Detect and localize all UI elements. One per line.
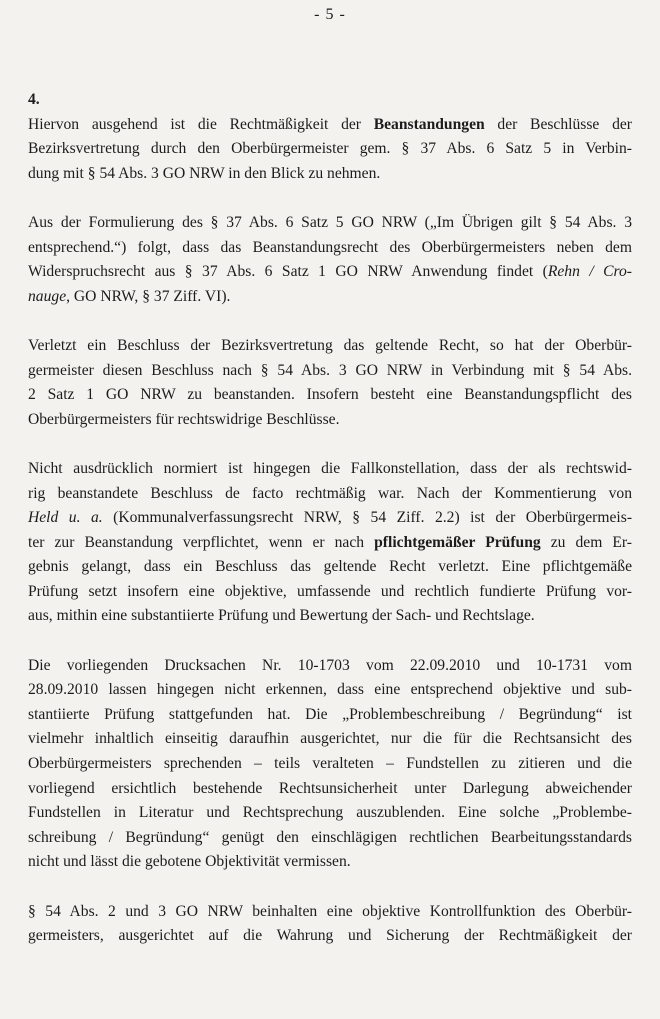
text-line [28,678,632,703]
text-segment: Die vorliegenden Drucksachen Nr. 10-1703 vom 22.09.2010 und 10-1731 vom [28,656,632,674]
text-line [28,826,632,851]
text-segment: schreibung / Begründung“ genügt den einschlägigen rechtlichen Bearbeitungsstandards [28,828,632,846]
text-line [28,137,632,162]
text-segment: Prüfung setzt insofern eine objektive, umfassende und rechtlich fundierte Prüfung vor- [28,582,632,600]
text-segment: stantiierte Prüfung stattgefunden hat. Die „Problembeschreibung / Begründung“ ist [28,705,632,723]
italic-text: nauge [28,287,67,305]
paragraph-6 [28,900,632,949]
text-segment: zu dem Er- [540,533,632,551]
text-segment: Hiervon ausgehend ist die Rechtmäßigkeit der [28,115,374,133]
text-line [28,383,632,408]
text-line [28,900,632,925]
text-segment: Oberbürgermeisters sprechenden – teils veralteten – Fundstellen zu zitieren und die [28,755,632,773]
paragraph-5 [28,654,632,875]
text-segment: 2 Satz 1 GO NRW zu beanstanden. Insofern besteht eine Beanstandungspflicht des [28,386,632,404]
text-line [28,801,632,826]
text-line [28,113,632,138]
paragraph-2 [28,211,632,309]
text-line [28,211,632,236]
italic-text: Rehn / Cro- [547,263,632,281]
text-line [28,506,632,531]
paragraph-4 [28,457,632,629]
text-segment: Widerspruchsrecht aus § 37 Abs. 6 Satz 1 GO NRW Anwendung findet ( [28,263,548,281]
text-line [28,604,632,629]
text-line [28,777,632,802]
text-line [28,727,632,752]
text-line [28,654,632,679]
paragraph-3 [28,334,632,432]
text-segment: Nicht ausdrücklich normiert ist hingegen die Fallkonstellation, dass der als rechtswid- [28,459,632,477]
text-line [28,334,632,359]
text-segment: , GO NRW, § 37 Ziff. VI). [66,287,231,305]
text-segment: germeister diesen Beschluss nach § 54 Abs. 3 GO NRW in Verbindung mit § 54 Abs. [28,361,632,379]
section-number: 4. [28,91,40,108]
text-line [28,555,632,580]
text-line [28,850,632,875]
italic-text: Held u. a. [28,509,103,527]
text-segment: germeisters, ausgerichtet auf die Wahrung und Sicherung der Rechtmäßigkeit der [28,927,632,945]
paragraph-1 [28,113,632,187]
text-line [28,531,632,556]
text-line [28,924,632,949]
text-segment: Oberbürgermeisters für rechtswidrige Beschlüsse. [28,410,340,428]
page-number: - 5 - [314,6,346,23]
text-line [28,408,632,433]
text-segment: dung mit § 54 Abs. 3 GO NRW in den Blick zu nehmen. [28,164,381,182]
text-segment: aus, mithin eine substantiierte Prüfung und Bewertung der Sach- und Rechtslage. [28,607,535,625]
text-line [28,260,632,285]
bold-text: Beanstandungen [373,115,485,133]
text-segment: vielmehr inhaltlich einseitig daraufhin ausgerichtet, nur die für die Rechtsansicht des [28,730,632,748]
document-body [28,88,632,949]
text-line [28,359,632,384]
text-segment: ter zur Beanstandung verpflichtet, wenn er nach [28,533,375,551]
text-segment: Fundstellen in Literatur und Rechtsprechung auszublenden. Eine solche „Problembe- [28,804,632,822]
text-line [28,580,632,605]
text-line [28,482,632,507]
text-line [28,457,632,482]
text-segment: 28.09.2010 lassen hingegen nicht erkennen, dass eine entsprechend objektive und sub- [28,681,632,699]
text-segment: vorliegend ersichtlich bestehende Rechtsunsicherheit unter Darlegung abweichender [28,779,632,797]
text-segment: nicht und lässt die gebotene Objektivität vermissen. [28,853,351,871]
bold-text: pflichtgemäßer Prüfung [374,533,541,551]
text-line [28,703,632,728]
text-segment: Bezirksvertretung durch den Oberbürgermeister gem. § 37 Abs. 6 Satz 5 in Verbin- [28,140,632,158]
text-segment: gebnis gelangt, dass ein Beschluss das geltende Recht verletzt. Eine pflichtgemäße [28,558,632,576]
text-line [28,162,632,187]
text-segment: § 54 Abs. 2 und 3 GO NRW beinhalten eine objektive Kontrollfunktion des Oberbür- [28,902,632,920]
text-line [28,236,632,261]
text-segment: entsprechend.“) folgt, dass das Beanstandungsrecht des Oberbürgermeisters neben dem [28,238,632,256]
text-segment: der Beschlüsse der [484,115,632,133]
text-line [28,752,632,777]
text-segment: rig beanstandete Beschluss de facto rechtmäßig war. Nach der Kommentierung von [28,484,632,502]
text-segment: Aus der Formulierung des § 37 Abs. 6 Satz 5 GO NRW („Im Übrigen gilt § 54 Abs. 3 [28,213,632,231]
text-segment: (Kommunalverfassungsrecht NRW, § 54 Ziff. 2.2) ist der Oberbürgermeis- [102,509,633,527]
text-segment: Verletzt ein Beschluss der Bezirksvertretung das geltende Recht, so hat der Oberbür- [28,336,632,354]
text-line [28,285,632,310]
